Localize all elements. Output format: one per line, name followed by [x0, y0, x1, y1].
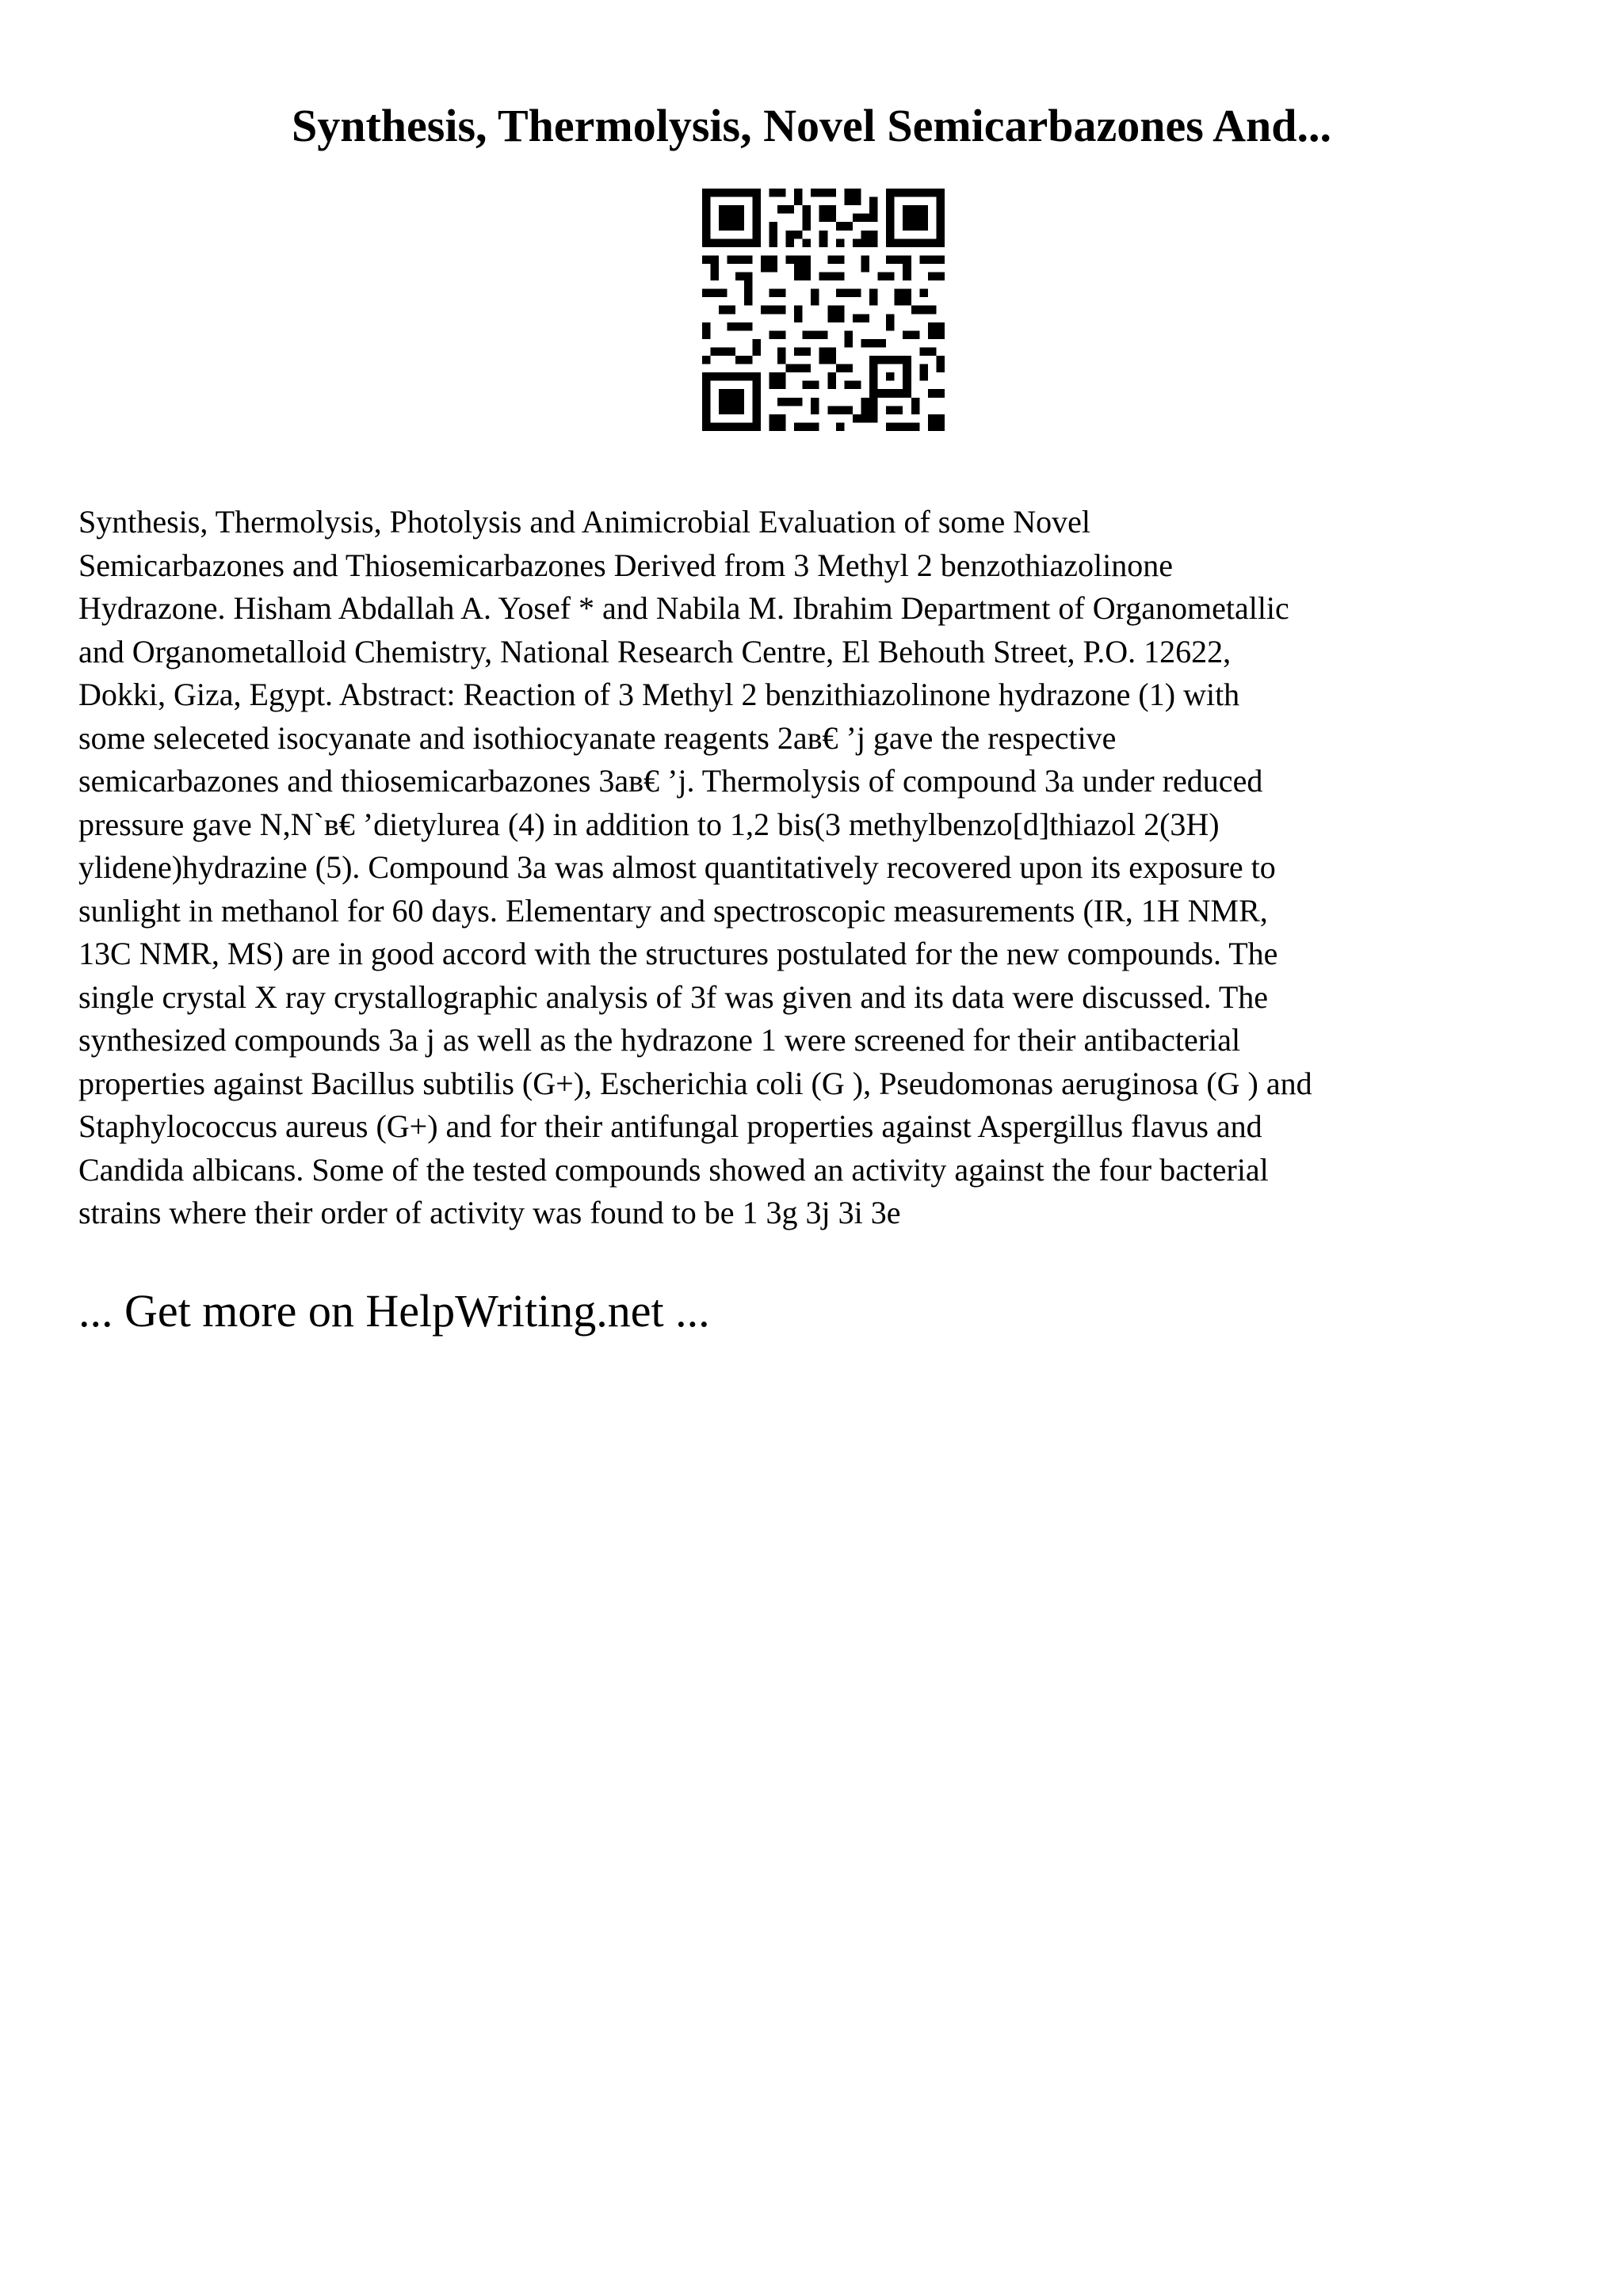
document-title: Synthesis, Thermolysis, Novel Semicarbazones And...: [291, 100, 1332, 151]
abstract-line: properties against Bacillus subtilis (G+), Escherichia coli (G ), Pseudomonas aeruginosa (G ) and: [78, 1065, 1312, 1101]
abstract-line: some seleceted isocyanate and isothiocyanate reagents 2aв€ ’j gave the respective: [78, 719, 1117, 756]
abstract-line: sunlight in methanol for 60 days. Elementary and spectroscopic measurements (IR, 1H NMR,: [78, 892, 1268, 929]
abstract-line: and Organometalloid Chemistry, National Research Centre, El Behouth Street, P.O. 12622,: [78, 633, 1232, 669]
abstract-line: Synthesis, Thermolysis, Photolysis and Animicrobial Evaluation of some Novel: [78, 504, 1090, 540]
abstract-line: Candida albicans. Some of the tested compounds showed an activity against the four bacterial: [78, 1151, 1269, 1188]
abstract-text: [78, 501, 1552, 1235]
abstract-line: single crystal X ray crystallographic analysis of 3f was given and its data were discussed. The: [78, 978, 1269, 1015]
abstract-line: Hydrazone. Hisham Abdallah A. Yosef * and Nabila M. Ibrahim Department of Organometallic: [78, 590, 1289, 626]
abstract-line: Semicarbazones and Thiosemicarbazones Derived from 3 Methyl 2 benzothiazolinone: [78, 547, 1174, 583]
abstract-line: Staphylococcus aureus (G+) and for their antifungal properties against Aspergillus flavus and: [78, 1108, 1262, 1144]
abstract-line: pressure gave N,N`в€ ’dietylurea (4) in addition to 1,2 bis(3 methylbenzo[d]thiazol 2(3H): [78, 806, 1220, 842]
abstract-line: Dokki, Giza, Egypt. Abstract: Reaction of 3 Methyl 2 benzithiazolinone hydrazone (1) with: [78, 677, 1240, 712]
qr-code-icon: [702, 189, 945, 431]
get-more-link[interactable]: ... Get more on HelpWriting.net ...: [78, 1285, 710, 1337]
abstract-line: semicarbazones and thiosemicarbazones 3aв€ ’j. Thermolysis of compound 3a under reduced: [78, 763, 1263, 799]
abstract-line: ylidene)hydrazine (5). Compound 3a was almost quantitatively recovered upon its exposure to: [78, 849, 1276, 885]
abstract-line: strains where their order of activity was found to be 1 3g 3j 3i 3e: [78, 1195, 901, 1230]
abstract-line: synthesized compounds 3a j as well as the hydrazone 1 were screened for their antibacterial: [78, 1022, 1241, 1058]
abstract-line: 13C NMR, MS) are in good accord with the structures postulated for the new compounds. The: [78, 936, 1278, 971]
